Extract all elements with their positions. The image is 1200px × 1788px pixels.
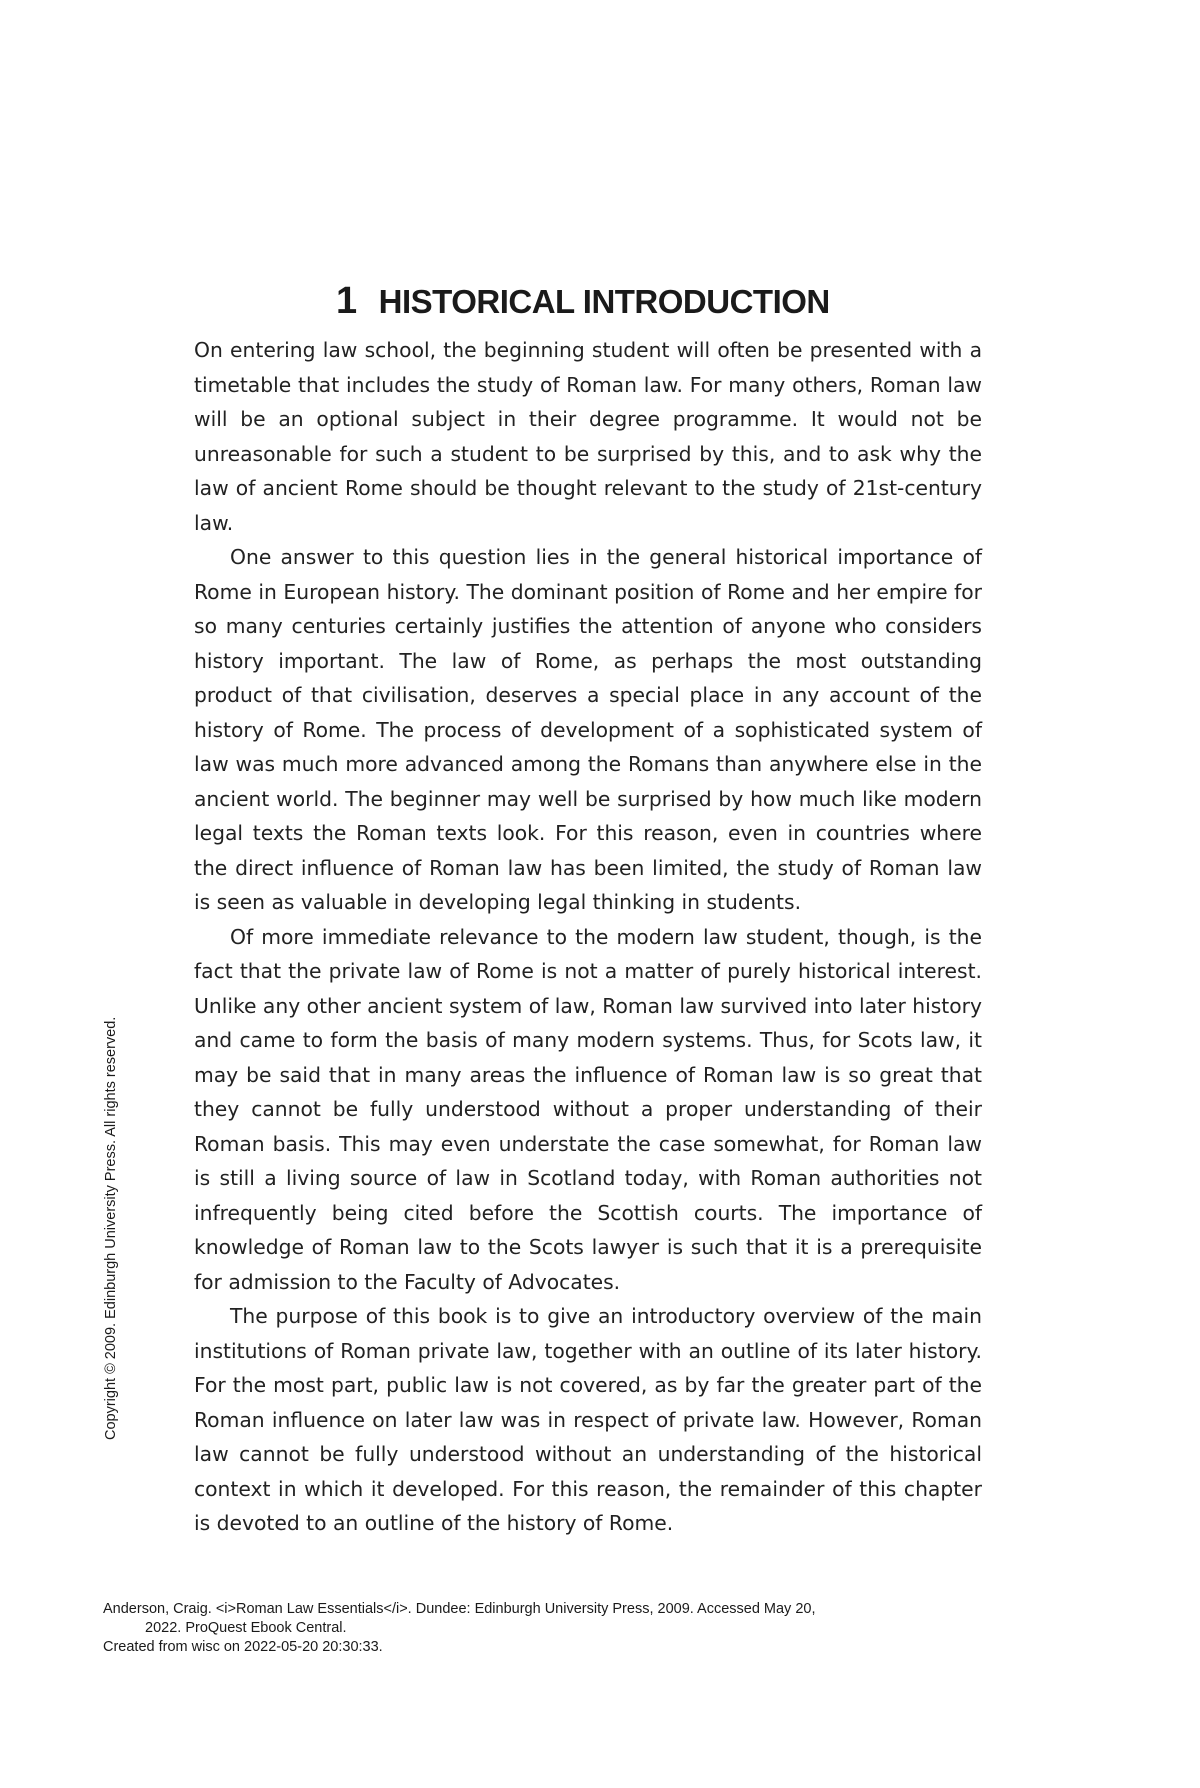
citation-line-3: Created from wisc on 2022-05-20 20:30:33. [103,1639,383,1655]
paragraph-1: On entering law school, the beginning student will often be presented with a timetable that includes the study of Roman law. For many others, Roman law will be an optional subject in their degree programme. It would not be unreasonable for such a student to be surprised by this, and to ask why the law of ancient Rome should be thought relevant to the study of 21st-century law. [194,338,982,535]
chapter-heading [336,280,1036,323]
chapter-number: 1 [336,280,357,323]
citation-line-2: 2022. ProQuest Ebook Central. [145,1620,347,1636]
chapter-body [194,333,982,1541]
paragraph-3: Of more immediate relevance to the modern law student, though, is the fact that the private law of Rome is not a matter of purely historical interest. Unlike any other ancient system of law, Roman law survived into later history and came to form the basis of many modern systems. Thus, for Scots law, it may be said that in many areas the influence of Roman law is so great that they cannot be fully understood without a proper understanding of their Roman basis. This may even understate the case somewhat, for Roman law is still a living source of law in Scotland today, with Roman authorities not infrequently being cited before the Scottish courts. The importance of knowledge of Roman law to the Scots lawyer is such that it is a prerequisite for admission to the Faculty of Advocates. [194,924,982,1294]
paragraph-4: The purpose of this book is to give an introductory overview of the main institutions of Roman private law, together with an outline of its later history. For the most part, public law is not covered, as by far the greater part of the Roman influence on later law was in respect of private law. However, Roman law cannot be fully understood without an understanding of the historical context in which it developed. For this reason, the remainder of this chapter is devoted to an outline of the history of Rome. [194,1304,982,1535]
paragraph-2: One answer to this question lies in the general historical importance of Rome in European history. The dominant position of Rome and her empire for so many centuries certainly justifies the attention of anyone who considers history important. The law of Rome, as perhaps the most outstanding product of that civilisation, deserves a special place in any account of the history of Rome. The process of development of a sophisticated system of law was much more advanced among the Romans than anywhere else in the ancient world. The beginner may well be surprised by how much like modern legal texts the Roman texts look. For this reason, even in countries where the direct influence of Roman law has been limited, the study of Roman law is seen as valuable in developing legal thinking in students. [194,545,982,914]
citation-footer [103,1600,963,1657]
copyright-notice: Copyright © 2009. Edinburgh University Press. All rights reserved. [103,1016,119,1440]
chapter-title: HISTORICAL INTRODUCTION [378,283,830,321]
citation-line-1: Anderson, Craig. <i>Roman Law Essentials</i>. Dundee: Edinburgh University Press, 2009. Accessed May 20, [103,1601,816,1617]
